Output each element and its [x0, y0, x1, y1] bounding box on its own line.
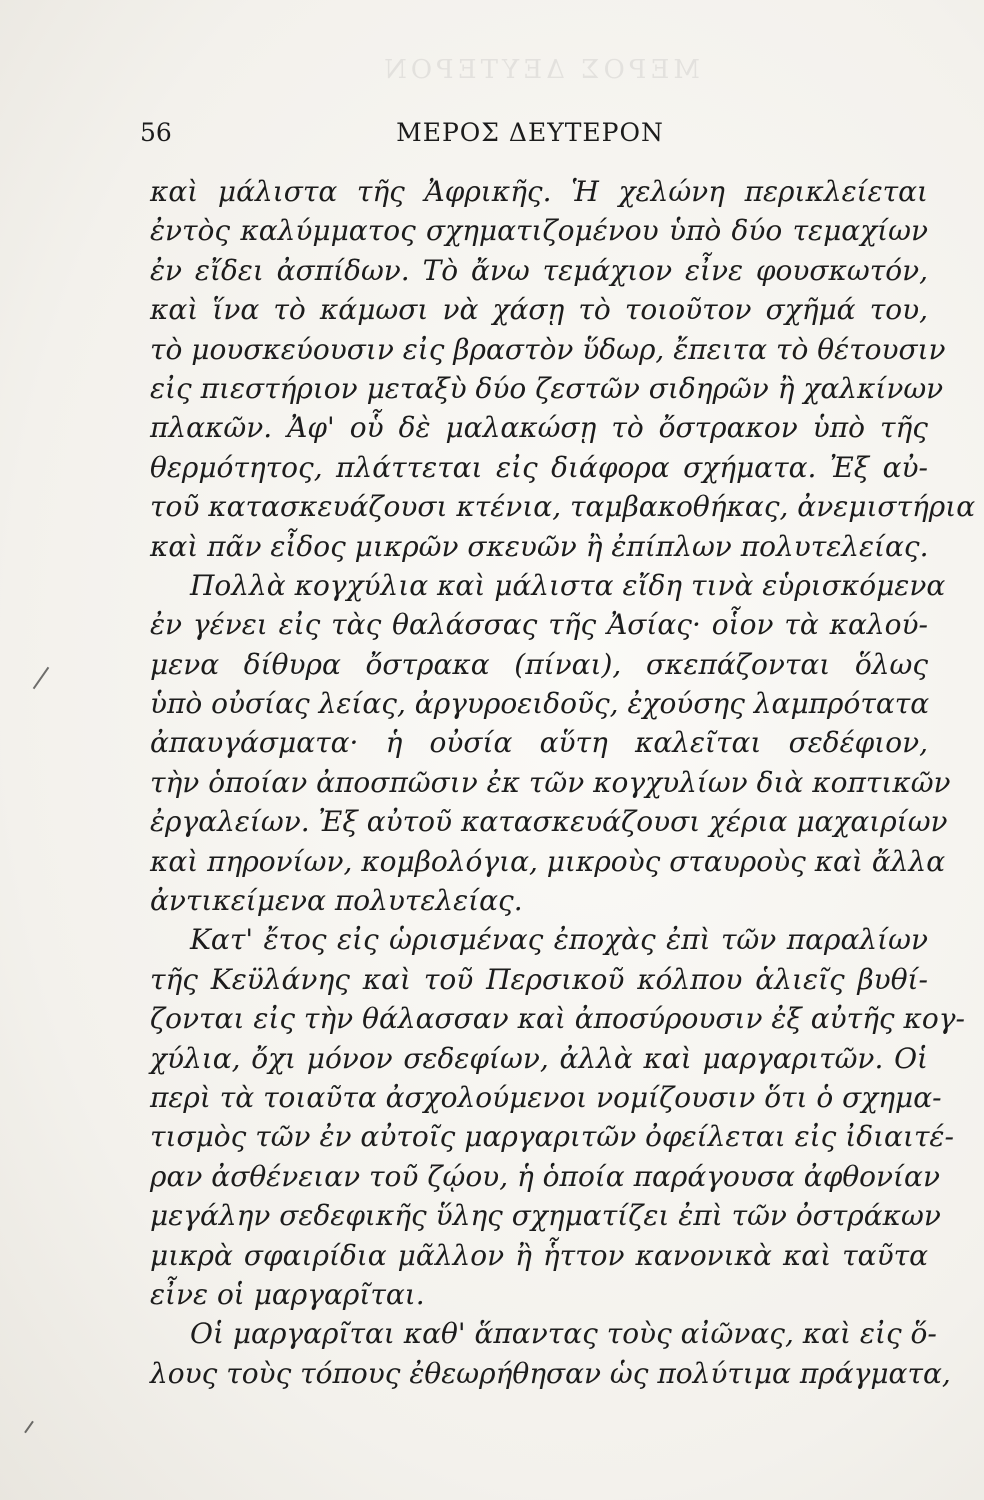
text-line: τῆς Κεϋλάνης καὶ τοῦ Περσικοῦ κόλπου ἁλιεῖς βυθί-	[150, 962, 928, 996]
text-line: εἶνε οἱ μαργαρῖται.	[150, 1277, 425, 1311]
text-line: πλακῶν. Ἀφ' οὗ δὲ μαλακώσῃ τὸ ὄστρακον ὑπὸ τῆς	[150, 411, 928, 445]
text-line: περὶ τὰ τοιαῦτα ἀσχολούμενοι νομίζουσιν ὅτι ὁ σχημα-	[150, 1080, 942, 1114]
text-line: χύλια, ὄχι μόνον σεδεφίων, ἀλλὰ καὶ μαργαριτῶν. Οἱ	[150, 1041, 928, 1075]
text-line: ἐν εἴδει ἀσπίδων. Τὸ ἄνω τεμάχιον εἶνε φουσκωτόν,	[150, 253, 928, 287]
margin-pencil-mark	[24, 1421, 34, 1434]
bleed-through-text: ΜΕΡΟΣ ΔΕΥΤΕΡΟΝ	[380, 55, 700, 85]
text-line: Κατ' ἔτος εἰς ὡρισμένας ἐποχὰς ἐπὶ τῶν παραλίων	[190, 923, 928, 957]
text-line: λους τοὺς τόπους ἐθεωρήθησαν ὡς πολύτιμα πράγματα,	[150, 1356, 951, 1390]
text-line: Πολλὰ κογχύλια καὶ μάλιστα εἴδη τινὰ εὑρισκόμενα	[190, 568, 946, 602]
text-line: τοῦ κατασκευάζουσι κτένια, ταμβακοθήκας, ἀνεμιστήρια	[150, 490, 976, 524]
text-line: εἰς πιεστήριον μεταξὺ δύο ζεστῶν σιδηρῶν ἢ χαλκίνων	[150, 371, 944, 405]
running-title: ΜΕΡΟΣ ΔΕΥΤΕΡΟΝ	[396, 118, 664, 147]
text-line: καὶ μάλιστα τῆς Ἀφρικῆς. Ἡ χελώνη περικλείεται	[150, 175, 928, 208]
text-line: ὑπὸ οὐσίας λείας, ἀργυροειδοῦς, ἐχούσης λαμπρότατα	[150, 687, 930, 721]
text-line: καὶ ἵνα τὸ κάμωσι νὰ χάσῃ τὸ τοιοῦτον σχῆμά του,	[150, 293, 928, 327]
text-line: καὶ πᾶν εἶδος μικρῶν σκευῶν ἢ ἐπίπλων πολυτελείας.	[150, 529, 929, 563]
text-line: ἐν γένει εἰς τὰς θαλάσσας τῆς Ἀσίας· οἷον τὰ καλού-	[150, 608, 928, 642]
text-line: μενα δίθυρα ὄστρακα (πίναι), σκεπάζονται ὅλως	[150, 647, 928, 681]
text-line: ἐντὸς καλύμματος σχηματιζομένου ὑπὸ δύο τεμαχίων	[150, 214, 928, 248]
text-line: καὶ πηρονίων, κομβολόγια, μικροὺς σταυροὺς καὶ ἄλλα	[150, 844, 946, 878]
text-line: ζονται εἰς τὴν θάλασσαν καὶ ἀποσύρουσιν ἐξ αὐτῆς κογ-	[150, 1002, 965, 1036]
text-line: τὸ μουσκεύουσιν εἰς βραστὸν ὕδωρ, ἔπειτα τὸ θέτουσιν	[150, 332, 946, 366]
page-number: 56	[140, 118, 172, 147]
text-line: ἀπαυγάσματα· ἡ οὐσία αὕτη καλεῖται σεδέφιον,	[150, 726, 928, 760]
text-line: μεγάλην σεδεφικῆς ὕλης σχηματίζει ἐπὶ τῶν ὀστράκων	[150, 1199, 941, 1233]
page-header	[140, 118, 920, 158]
text-line: μικρὰ σφαιρίδια μᾶλλον ἢ ἧττον κανονικὰ καὶ ταῦτα	[150, 1238, 928, 1272]
text-line: τισμὸς τῶν ἐν αὐτοῖς μαργαριτῶν ὀφείλεται εἰς ἰδιαιτέ-	[150, 1120, 954, 1154]
text-line: ραν ἀσθένειαν τοῦ ζῴου, ἡ ὁποία παράγουσα ἀφθονίαν	[150, 1159, 940, 1193]
text-line: Οἱ μαργαρῖται καθ' ἅπαντας τοὺς αἰῶνας, καὶ εἰς ὅ-	[190, 1317, 937, 1351]
text-line: θερμότητος, πλάττεται εἰς διάφορα σχήματα. Ἐξ αὐ-	[150, 450, 928, 484]
text-line: ἐργαλείων. Ἐξ αὐτοῦ κατασκευάζουσι χέρια μαχαιρίων	[150, 805, 948, 839]
margin-pencil-mark	[33, 667, 50, 689]
text-line: ἀντικείμενα πολυτελείας.	[150, 884, 523, 918]
body-text	[150, 172, 976, 1393]
text-line: τὴν ὁποίαν ἀποσπῶσιν ἐκ τῶν κογχυλίων διὰ κοπτικῶν	[150, 765, 951, 799]
